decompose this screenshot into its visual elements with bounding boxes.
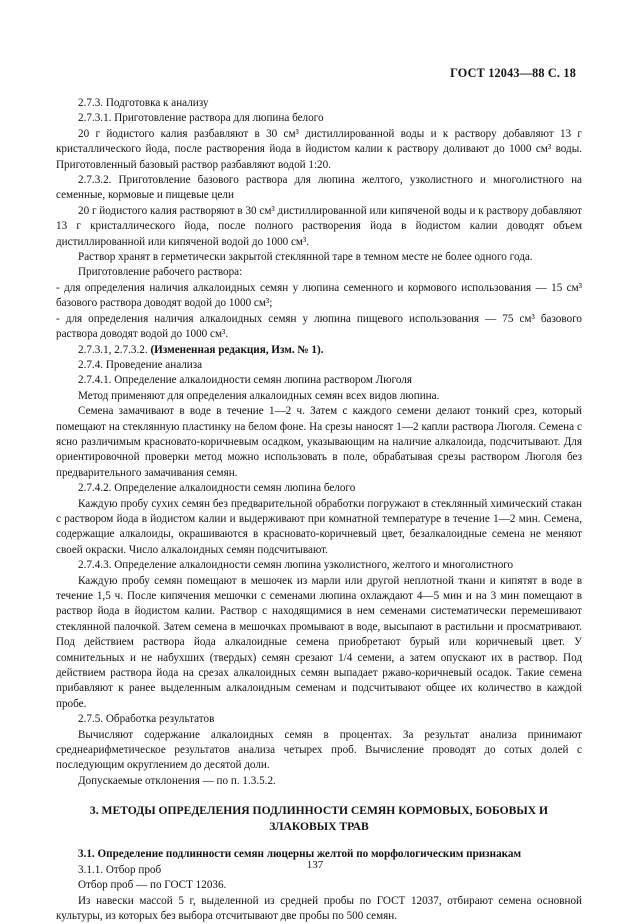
paragraph: Каждую пробу сухих семян без предварительной обработки погружают в стеклянный химический стакан с раствором йода в йодистом калии и выдерживают при комнатной температуре в течение 1—2 мин. Семена, содержащие алкалоиды, окрашиваются в красновато-коричневый цвет, безалкалоидные семена не меняют своей окраски. Число алкалоидных семян подсчитывают.	[56, 497, 582, 559]
paragraph: Вычисляют содержание алкалоидных семян в процентах. За результат анализа принимают среднеарифметическое результатов анализа четырех проб. Вычисление проводят до сотых долей с последующим округлением до десятой доли.	[56, 728, 582, 774]
paragraph: - для определения наличия алкалоидных семян у люпина семенного и кормового использования — 15 см³ базового раствора доводят водой до 1000 см³;	[56, 281, 582, 312]
paragraph: 2.7.4.1. Определение алкалоидности семян люпина раствором Люголя	[56, 373, 582, 388]
paragraph: 2.7.5. Обработка результатов	[56, 712, 582, 727]
paragraph: Допускаемые отклонения — по п. 1.3.5.2.	[56, 774, 582, 789]
revision-note: (Измененная редакция, Изм. № 1).	[150, 344, 323, 356]
page-number: 137	[0, 859, 630, 871]
paragraph: 2.7.3.2. Приготовление базового раствора для люпина желтого, узколистного и многолистного на семенные, кормовые и пищевые цели	[56, 173, 582, 204]
paragraph: Каждую пробу семян помещают в мешочек из марли или другой неплотной ткани и кипятят в воде в течение 1,5 ч. После кипячения мешочки с семенами люпина охлаждают 4—5 мин и на 3 мин помещают в раствор йода в йодистом калии. Раствор с находящимися в нем семенами систематически перемешивают стеклянной палочкой. Затем семена в мешочках промывают в воде, высыпают в растильни и просматривают. Под действием раствора йода алкалоидные семена приобретают бурый или коричневый цвет. У сомнительных и не набухших (твердых) семян срезают 1/4 семени, а затем опускают их в раствор. Под действием раствора йода на срезах алкалоидных семян выпадает ржаво-коричневый осадок. Такие семена прибавляют к ранее выделенным алкалоидным семенам и подсчитывают общее их количество в каждой пробе.	[56, 574, 582, 713]
paragraph: 2.7.3.1. Приготовление раствора для люпина белого	[56, 111, 582, 126]
paragraph: - для определения наличия алкалоидных семян у люпина пищевого использования — 75 см³ базового раствора доводят водой до 1000 см³.	[56, 312, 582, 343]
paragraph: 2.7.3. Подготовка к анализу	[56, 96, 582, 111]
document-body	[56, 96, 582, 924]
paragraph: 20 г йодистого калия растворяют в 30 см³ дистиллированной или кипяченой воды и к раствору добавляют 13 г кристаллического йода, после полного растворения йода в йодистом калии доводят объем дистиллированной или кипяченой водой до 1000 см³.	[56, 204, 582, 250]
paragraph: Отбор проб — по ГОСТ 12036.	[56, 878, 582, 893]
paragraph: 2.7.4.2. Определение алкалоидности семян люпина белого	[56, 481, 582, 496]
paragraph: 2.7.4.3. Определение алкалоидности семян люпина узколистного, желтого и многолистного	[56, 558, 582, 573]
paragraph: Раствор хранят в герметически закрытой стеклянной таре в темном месте не более одного года.	[56, 250, 582, 265]
paragraph: Приготовление рабочего раствора:	[56, 265, 582, 280]
paragraph: Из навески массой 5 г, выделенной из средней пробы по ГОСТ 12037, отбирают семена основной культуры, из которых без выбора отсчитывают две пробы по 500 семян.	[56, 894, 582, 924]
revision-paragraph	[56, 343, 582, 358]
section-title: 3. МЕТОДЫ ОПРЕДЕЛЕНИЯ ПОДЛИННОСТИ СЕМЯН КОРМОВЫХ, БОБОВЫХ И ЗЛАКОВЫХ ТРАВ	[56, 803, 582, 835]
paragraph: 3.1.1. Отбор проб	[56, 863, 582, 878]
paragraph: Метод применяют для определения алкалоидных семян всех видов люпина.	[56, 389, 582, 404]
paragraph: 20 г йодистого калия разбавляют в 30 см³ дистиллированной воды и к раствору добавляют 13 г кристаллического йода, после растворения йода в йодистом калии к раствору доливают до 1000 см³ воды. Приготовленный базовый раствор разбавляют водой 1:20.	[56, 127, 582, 173]
sub-heading: 3.1. Определение подлинности семян люцерны желтой по морфологическим признакам	[56, 847, 582, 862]
paragraph: Семена замачивают в воде в течение 1—2 ч. Затем с каждого семени делают тонкий срез, который помещают на стеклянную пластинку на белом фоне. На срезы наносят 1—2 капли раствора Люголя. Семена с ясно различимым красновато-коричневым осадком, указывающим на наличие алкалоида, подсчитывают. Для ориентировочной проверки метод можно использовать в поле, обрабатывая срезы раствором Люголя без предварительного замачивания семян.	[56, 404, 582, 481]
revision-ref: 2.7.3.1, 2.7.3.2.	[78, 344, 148, 356]
paragraph: 2.7.4. Проведение анализа	[56, 358, 582, 373]
page-header: ГОСТ 12043—88 С. 18	[450, 66, 576, 81]
